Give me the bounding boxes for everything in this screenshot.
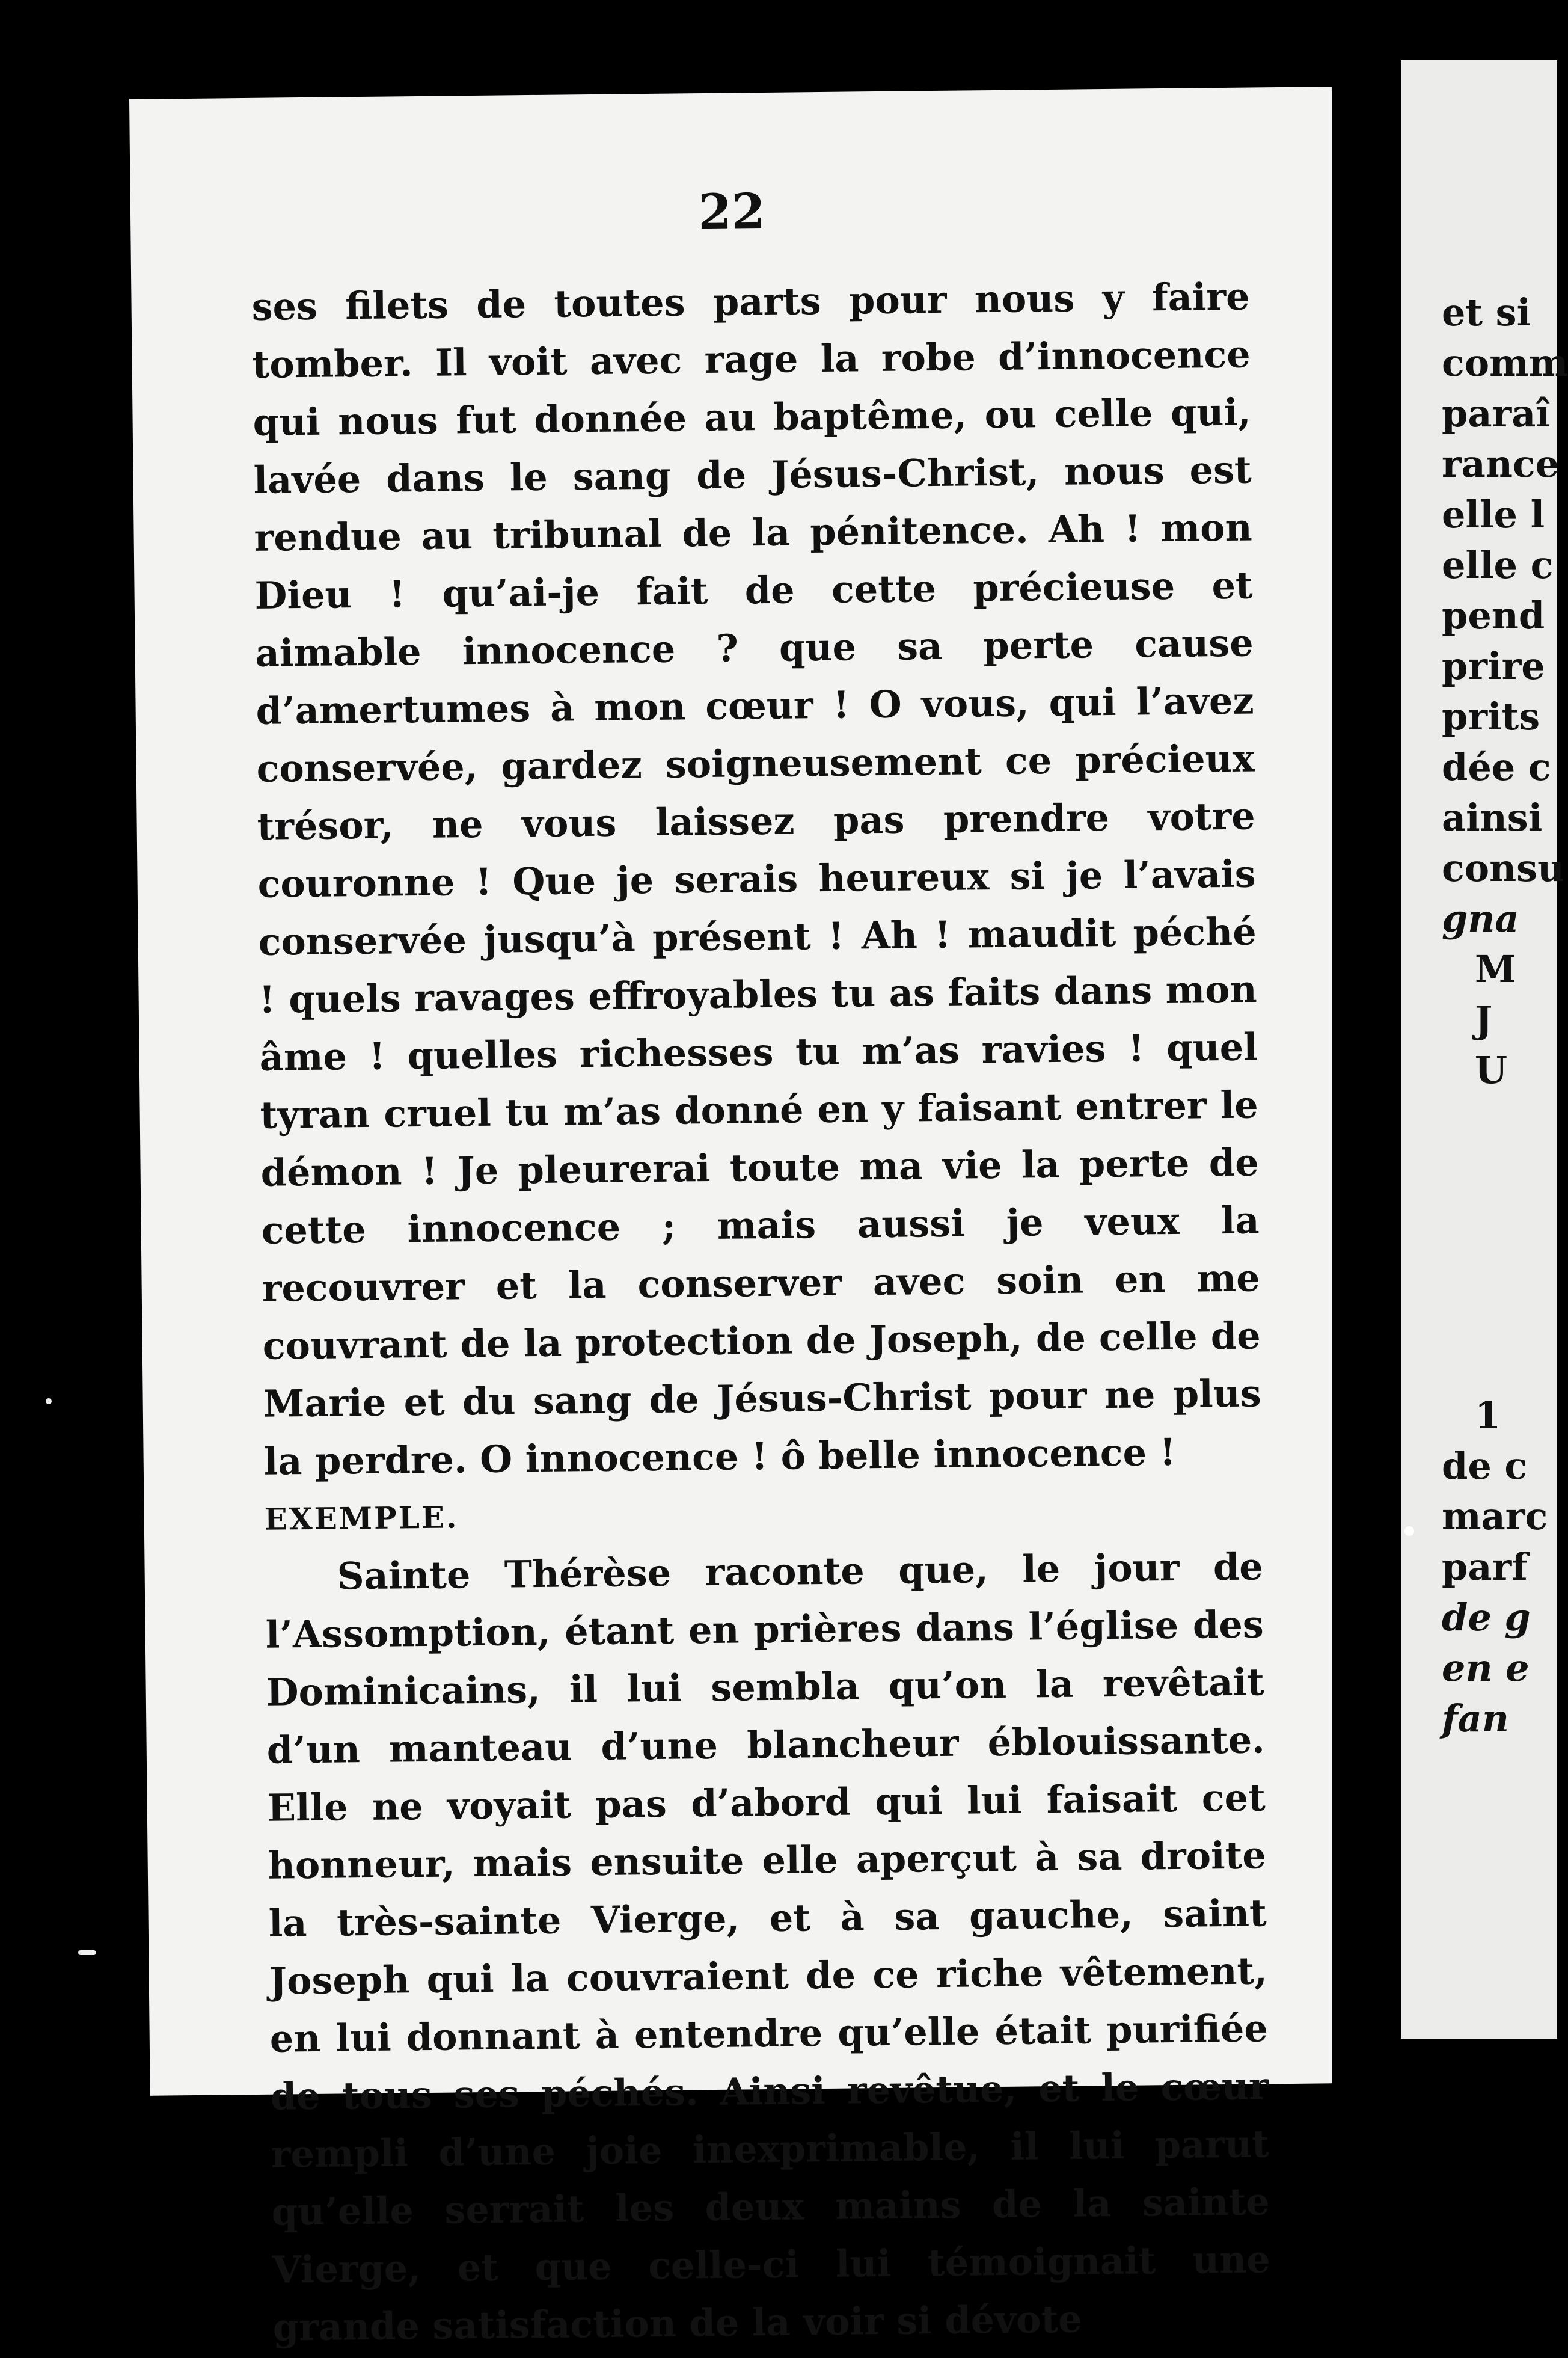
facing-line: prire <box>1442 644 1545 688</box>
dust-speck <box>46 1398 52 1404</box>
facing-line: consu <box>1442 846 1565 890</box>
facing-line: dée c <box>1442 745 1551 789</box>
facing-line-italic: fan <box>1442 1696 1509 1740</box>
facing-page-text <box>1442 287 1568 1744</box>
facing-line: comm <box>1442 341 1568 385</box>
facing-line: prits <box>1442 695 1540 738</box>
book-gutter <box>1332 0 1392 2151</box>
facing-line: et si <box>1442 290 1531 334</box>
facing-line-italic: en e <box>1442 1646 1530 1690</box>
facing-line: J <box>1475 998 1493 1042</box>
body-paragraph: ses filets de toutes parts pour nous y faire tomber. Il voit avec rage la robe d’innocence qui nous fut donnée au baptême, ou celle qui, lavée dans le sang de Jésus-Christ, nous est rendue au tribunal de la pénitence. Ah ! mon Dieu ! qu’ai-je fait de cette précieuse et aimable innocence ? que sa perte cause d’amertumes à mon cœur ! O vous, qui l’avez conservée, gardez soigneusement ce précieux trésor, ne vous laissez pas prendre votre couronne ! Que je serais heureux si je l’avais conservée jusqu’à présent ! Ah ! maudit péché ! quels ravages effroyables tu as faits dans mon âme ! quelles richesses tu m’as ravies ! quel tyran cruel tu m’as donné en y faisant entrer le démon ! Je pleurerai toute ma vie la perte de cette innocence ; mais aussi je veux la recouvrer et la conserver avec soin en me couvrant de la protection de Joseph, de celle de Marie et du sang de Jésus-Christ pour ne plus la perdre. O innocence ! ô belle innocence ! <box>251 274 1262 1484</box>
book-page-right-partial <box>1401 60 1568 2039</box>
facing-page-gap <box>1442 1096 1568 1390</box>
facing-line: rance <box>1442 442 1560 486</box>
facing-line: pend <box>1442 594 1545 637</box>
facing-line: ainsi <box>1442 796 1543 840</box>
page-number: 22 <box>697 182 766 241</box>
facing-line: M <box>1475 947 1516 991</box>
facing-line: elle c <box>1442 543 1554 587</box>
facing-line-italic: de g <box>1442 1595 1531 1639</box>
facing-line-italic: gna <box>1442 897 1519 941</box>
dust-speck <box>78 1950 96 1955</box>
book-spine-left <box>0 0 129 2151</box>
ink-dot <box>1404 1526 1414 1536</box>
section-heading: EXEMPLE. <box>264 1499 459 1537</box>
page-text <box>251 268 1271 2357</box>
facing-line: marc <box>1442 1494 1548 1538</box>
facing-line: paraî <box>1442 391 1550 435</box>
facing-line: parf <box>1442 1545 1528 1589</box>
example-paragraph: Sainte Thérèse raconte que, le jour de l’Assomption, étant en prières dans l’église des Dominicains, il lui sembla qu’on la revêtait d’un manteau d’une blancheur éblouissante. Elle ne voyait pas d’abord qui lui faisait cet honneur, mais ensuite elle aperçut à sa droite la très-sainte Vierge, et à sa gauche, saint Joseph qui la couvraient de ce riche vêtement, en lui donnant à entendre qu’elle était purifiée de tous ses péchés. Ainsi revêtue, et le cœur rempli d’une joie inexprimable, il lui parut qu’elle serrait les deux mains de la sainte Vierge, et que celle-ci lui témoignait une grande satisfaction de la voir si dévote <box>265 1544 1271 2350</box>
facing-line: de c <box>1442 1444 1528 1488</box>
facing-line: U <box>1475 1048 1508 1092</box>
facing-line: elle l <box>1442 493 1545 536</box>
book-page-left <box>129 87 1353 2350</box>
facing-line-number: 1 <box>1475 1393 1501 1437</box>
